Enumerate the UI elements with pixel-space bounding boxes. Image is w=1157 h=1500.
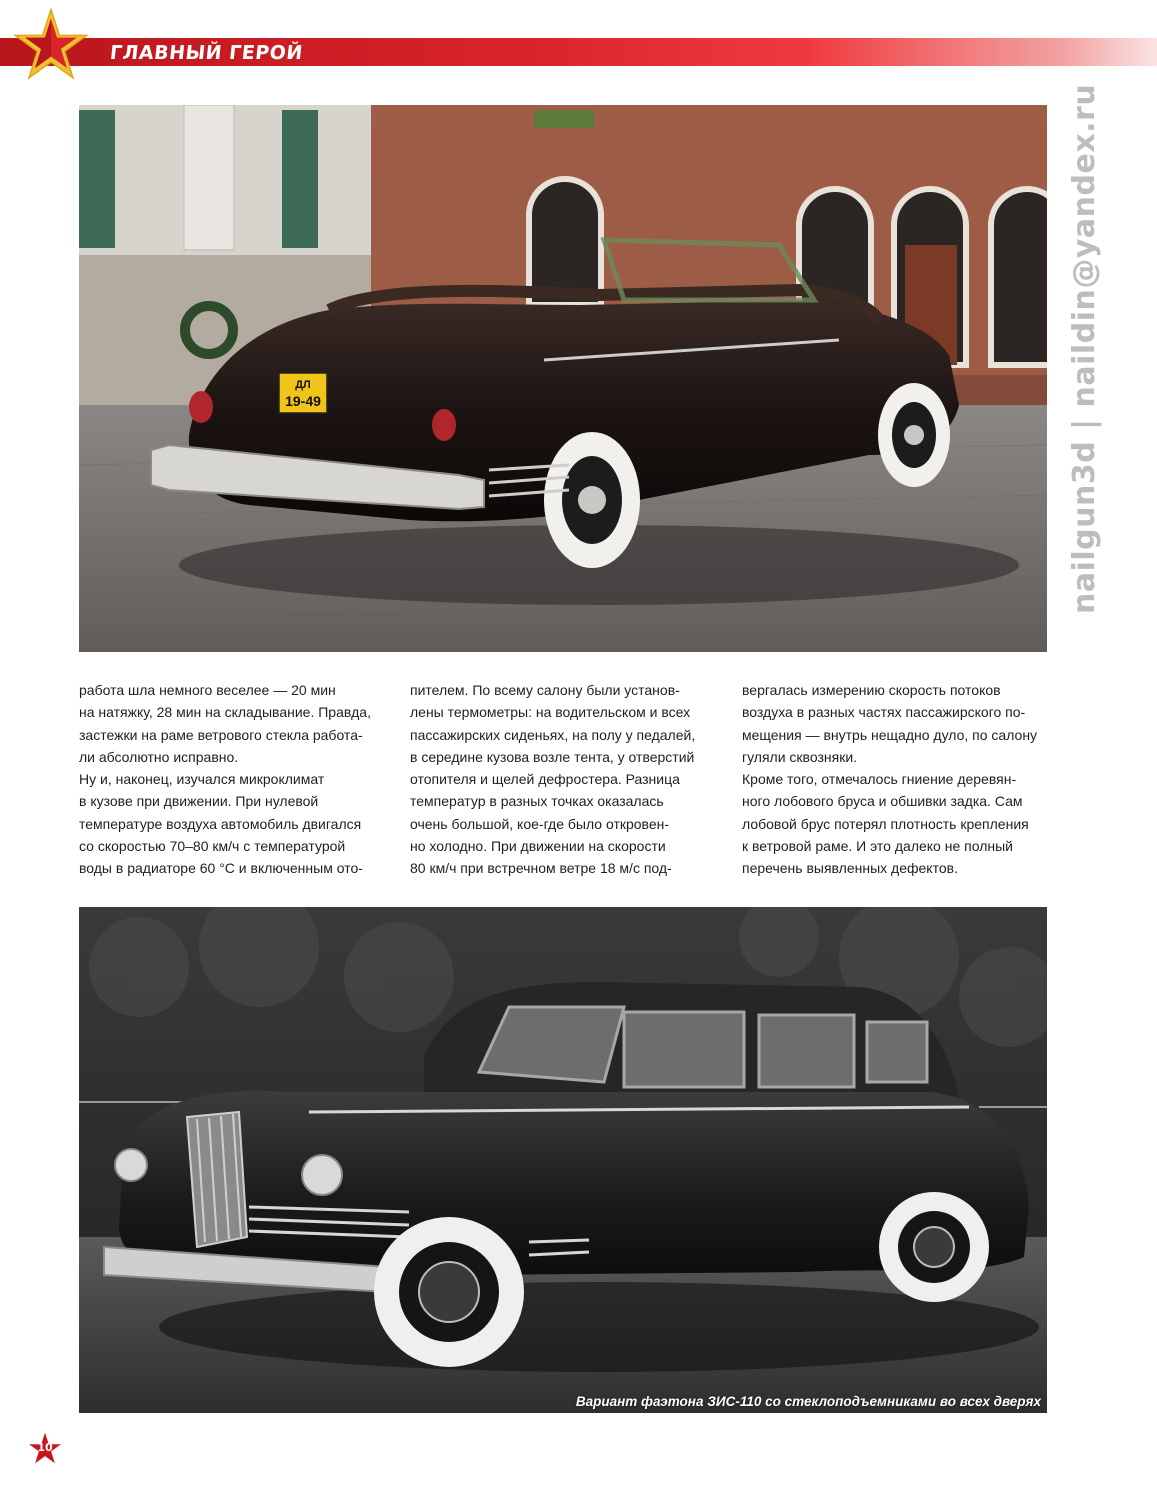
text-line: гуляли сквозняки.: [742, 748, 858, 765]
text-line: пителем. По всему салону были установ-: [410, 682, 680, 698]
red-star-logo-icon: [12, 8, 90, 84]
text-line: на натяжку, 28 мин на складывание. Правда,: [79, 704, 371, 721]
text-line: ли абсолютно исправно.: [79, 748, 239, 765]
text-column-1: [79, 679, 389, 880]
text-line: Кроме того, отмечалось гниение деревян-: [742, 771, 1017, 788]
text-line: воздуха в разных частях пассажирского по-: [742, 704, 1026, 721]
watermark-text: nailgun3d | naildin@yandex.ru: [1067, 83, 1102, 614]
text-line: работа шла немного веселее — 20 мин: [79, 682, 336, 698]
text-line: со скоростью 70–80 км/ч с температурой: [79, 838, 346, 855]
plate-line-2: 19-49: [285, 393, 321, 409]
convertible-photo: [79, 105, 1047, 652]
text-column-3: [742, 679, 1052, 880]
text-line: пассажирских сиденьях, на полу у педалей,: [410, 726, 696, 743]
text-line: перечень выявленных дефектов.: [742, 860, 958, 877]
plate-line-1: ДЛ: [295, 379, 311, 391]
text-column-2: [410, 679, 720, 880]
text-line: очень большой, кое-где было откровен-: [410, 815, 670, 832]
phaeton-photo: [79, 907, 1047, 1413]
text-line: застежки на раме ветрового стекла работа-: [79, 726, 363, 743]
text-line: лобовой брус потерял плотность крепления: [742, 815, 1029, 832]
text-line: отопителя и щелей дефростера. Разница: [410, 771, 680, 788]
text-line: воды в радиаторе 60 °C и включенным ото-: [79, 860, 363, 877]
page-number: 10: [37, 1441, 53, 1454]
photo-caption: Вариант фаэтона ЗИС-110 со стеклоподъемниками во всех дверях: [575, 1394, 1041, 1409]
text-line: вергалась измерению скорость потоков: [742, 682, 1001, 698]
text-line: ного лобового бруса и обшивки задка. Сам: [742, 793, 1023, 810]
text-line: 80 км/ч при встречном ветре 18 м/с под-: [410, 860, 672, 877]
text-line: мещения — внутрь нещадно дуло, по салону: [742, 726, 1038, 743]
text-line: в середине кузова возле тента, у отверстий: [410, 748, 695, 765]
text-line: температур в разных точках оказалась: [410, 793, 664, 810]
text-line: лены термометры: на водительском и всех: [410, 704, 691, 721]
section-title: ГЛАВНЫЙ ГЕРОЙ: [108, 42, 304, 64]
text-line: к ветровой раме. И это далеко не полный: [742, 838, 1013, 855]
text-line: температуре воздуха автомобиль двигался: [79, 815, 362, 832]
text-line: но холодно. При движении на скорости: [410, 838, 666, 855]
text-line: Ну и, наконец, изучался микроклимат: [79, 771, 325, 788]
text-line: в кузове при движении. При нулевой: [79, 793, 319, 810]
